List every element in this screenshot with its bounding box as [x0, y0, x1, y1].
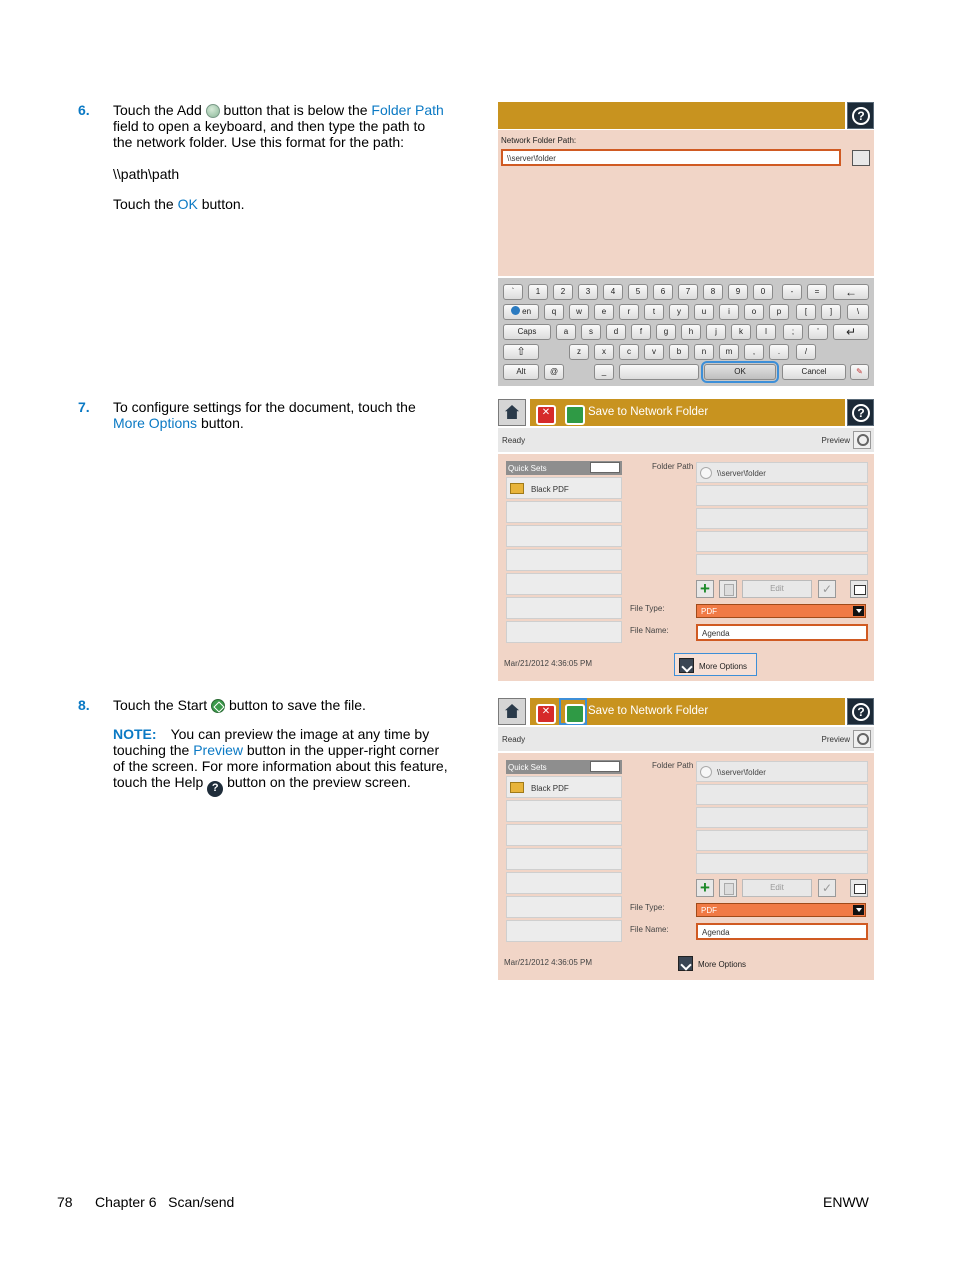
stop-button[interactable]: [530, 399, 558, 426]
key[interactable]: ;: [783, 324, 803, 340]
key[interactable]: z: [569, 344, 589, 360]
chapter-title: Chapter 6 Scan/send: [95, 1194, 235, 1210]
key[interactable]: o: [744, 304, 764, 320]
edit-button[interactable]: Edit: [742, 580, 812, 598]
key[interactable]: w: [569, 304, 589, 320]
key[interactable]: q: [544, 304, 564, 320]
key[interactable]: v: [644, 344, 664, 360]
file-name-input[interactable]: Agenda: [696, 923, 868, 940]
preview-label[interactable]: Preview: [821, 436, 850, 445]
key[interactable]: ': [808, 324, 828, 340]
list-item: [506, 800, 622, 822]
language-key[interactable]: en: [503, 304, 539, 320]
key[interactable]: s: [581, 324, 601, 340]
list-item: [506, 549, 622, 571]
field-label: Network Folder Path:: [501, 136, 577, 145]
key[interactable]: j: [706, 324, 726, 340]
start-icon: [211, 699, 225, 713]
radio-icon: [700, 467, 712, 479]
list-item: [506, 848, 622, 870]
datetime: Mar/21/2012 4:36:05 PM: [504, 659, 593, 668]
list-item: [696, 784, 868, 805]
keyboard-icon[interactable]: [852, 150, 870, 166]
step-6-ok-instruction: Touch the OK button.: [113, 196, 245, 212]
file-type-label: File Type:: [630, 604, 665, 613]
step-number: 8.: [78, 697, 90, 713]
key[interactable]: /: [796, 344, 816, 360]
step-8-instruction: Touch the Start button to save the file.: [113, 697, 366, 713]
key[interactable]: i: [719, 304, 739, 320]
list-item: [696, 485, 868, 506]
footer-right: ENWW: [823, 1194, 869, 1210]
sort-icon[interactable]: [590, 462, 620, 473]
ok-button[interactable]: OK: [704, 364, 776, 380]
radio-icon: [700, 766, 712, 778]
note: NOTE: You can preview the image at any time by touching the Preview button in the upper-right corner of the screen. For more information about this feature, touch the Help ? button on the preview screen.: [113, 726, 448, 797]
enter-key[interactable]: ↵: [833, 324, 869, 340]
key[interactable]: e: [594, 304, 614, 320]
ok-link[interactable]: OK: [177, 196, 198, 212]
list-item: [506, 501, 622, 523]
keyboard-screenshot: [498, 102, 874, 384]
file-name-label: File Name:: [630, 925, 669, 934]
backspace-key[interactable]: ←: [833, 284, 869, 300]
status-text: Ready: [502, 735, 526, 744]
file-name-label: File Name:: [630, 626, 669, 635]
key[interactable]: k: [731, 324, 751, 340]
list-item: [696, 830, 868, 851]
stop-button[interactable]: [530, 698, 558, 725]
confirm-button[interactable]: [818, 580, 836, 598]
key[interactable]: 6: [653, 284, 673, 300]
network-folder-path-input[interactable]: \\server\folder: [501, 149, 841, 166]
space-key[interactable]: [619, 364, 699, 380]
list-item: [506, 920, 622, 942]
preview-label[interactable]: Preview: [821, 735, 850, 744]
step-6-instruction: Touch the Add button that is below the Folder Path field to open a keyboard, and then type the path to the network folder. Use this format for the path:: [113, 102, 444, 150]
file-type-select[interactable]: PDF: [696, 604, 866, 618]
file-name-input[interactable]: Agenda: [696, 624, 868, 641]
settings-pane: [498, 454, 874, 681]
key[interactable]: a: [556, 324, 576, 340]
eraser-icon[interactable]: ✎: [850, 364, 869, 380]
folder-path-item[interactable]: \\server\folder: [696, 462, 868, 483]
key[interactable]: .: [769, 344, 789, 360]
key[interactable]: 4: [603, 284, 623, 300]
key[interactable]: 2: [553, 284, 573, 300]
key[interactable]: _: [594, 364, 614, 380]
preview-magnifier-icon[interactable]: [853, 431, 871, 449]
folder-icon: [510, 483, 524, 494]
key[interactable]: h: [681, 324, 701, 340]
list-item: [506, 597, 622, 619]
cancel-button[interactable]: Cancel: [782, 364, 846, 380]
help-icon: ?: [852, 404, 870, 422]
delete-folder-button[interactable]: [719, 879, 737, 897]
settings-pane: [498, 753, 874, 980]
screen-title: Save to Network Folder: [588, 406, 709, 418]
help-button[interactable]: [847, 698, 874, 725]
folder-path-item[interactable]: \\server\folder: [696, 761, 868, 782]
file-type-select[interactable]: PDF: [696, 903, 866, 917]
key[interactable]: t: [644, 304, 664, 320]
key[interactable]: ,: [744, 344, 764, 360]
datetime: Mar/21/2012 4:36:05 PM: [504, 958, 593, 967]
quick-set-item[interactable]: Black PDF: [506, 477, 622, 499]
shift-key[interactable]: ⇧: [503, 344, 539, 360]
help-icon: ?: [852, 703, 870, 721]
home-button[interactable]: [498, 399, 526, 426]
key[interactable]: 1: [528, 284, 548, 300]
chevron-down-icon: [853, 606, 864, 616]
send-screen-more-options: [498, 399, 874, 682]
key[interactable]: c: [619, 344, 639, 360]
folder-icon: [510, 782, 524, 793]
alt-key[interactable]: Alt: [503, 364, 539, 380]
more-options-button[interactable]: More Options: [674, 952, 757, 975]
help-icon: ?: [207, 781, 223, 797]
add-folder-button[interactable]: [696, 879, 714, 897]
list-item: [696, 508, 868, 529]
send-screen-start: [498, 698, 874, 980]
list-item: [506, 872, 622, 894]
title-bar: [498, 102, 845, 129]
list-item: [506, 896, 622, 918]
screen-title: Save to Network Folder: [588, 705, 709, 717]
step-number: 6.: [78, 102, 90, 118]
list-item: [696, 531, 868, 552]
key[interactable]: b: [669, 344, 689, 360]
chevron-down-icon: [679, 658, 694, 673]
key[interactable]: -: [782, 284, 802, 300]
caps-key[interactable]: Caps: [503, 324, 551, 340]
key[interactable]: 9: [728, 284, 748, 300]
key[interactable]: ]: [821, 304, 841, 320]
list-item: [506, 824, 622, 846]
step-7-instruction: To configure settings for the document, touch the More Options button.: [113, 399, 416, 431]
key[interactable]: y: [669, 304, 689, 320]
on-screen-keyboard: [498, 278, 874, 386]
add-icon: [206, 104, 220, 118]
keyboard-button[interactable]: [850, 580, 868, 598]
key[interactable]: u: [694, 304, 714, 320]
key[interactable]: p: [769, 304, 789, 320]
edit-button[interactable]: Edit: [742, 879, 812, 897]
key[interactable]: r: [619, 304, 639, 320]
status-row: [498, 727, 874, 751]
globe-icon: [511, 306, 520, 315]
folder-path-label: Folder Path: [652, 761, 694, 770]
folder-path-link[interactable]: Folder Path: [371, 102, 444, 118]
list-item: [506, 525, 622, 547]
path-format: \\path\path: [113, 166, 180, 182]
list-item: [696, 853, 868, 874]
key[interactable]: n: [694, 344, 714, 360]
key[interactable]: 8: [703, 284, 723, 300]
start-button[interactable]: [559, 399, 587, 426]
key[interactable]: 5: [628, 284, 648, 300]
key[interactable]: x: [594, 344, 614, 360]
keyboard-button[interactable]: [850, 879, 868, 897]
sort-icon[interactable]: [590, 761, 620, 772]
note-label: NOTE:: [113, 726, 157, 742]
key[interactable]: [: [796, 304, 816, 320]
chevron-down-icon: [678, 956, 693, 971]
step-number: 7.: [78, 399, 90, 415]
key[interactable]: 3: [578, 284, 598, 300]
list-item: [506, 573, 622, 595]
help-icon: ?: [852, 107, 870, 125]
more-options-link[interactable]: More Options: [113, 415, 198, 431]
status-row: [498, 428, 874, 452]
confirm-button[interactable]: [818, 879, 836, 897]
preview-magnifier-icon[interactable]: [853, 730, 871, 748]
input-pane: [498, 130, 874, 276]
page-number: 78: [57, 1194, 73, 1210]
start-button[interactable]: [559, 698, 587, 725]
delete-folder-button[interactable]: [719, 580, 737, 598]
preview-link[interactable]: Preview: [193, 742, 243, 758]
key[interactable]: l: [756, 324, 776, 340]
home-button[interactable]: [498, 698, 526, 725]
file-type-label: File Type:: [630, 903, 665, 912]
key[interactable]: d: [606, 324, 626, 340]
key[interactable]: m: [719, 344, 739, 360]
key[interactable]: @: [544, 364, 564, 380]
add-folder-button[interactable]: [696, 580, 714, 598]
status-text: Ready: [502, 436, 526, 445]
list-item: [696, 554, 868, 575]
key[interactable]: f: [631, 324, 651, 340]
key[interactable]: 0: [753, 284, 773, 300]
key[interactable]: g: [656, 324, 676, 340]
list-item: [506, 621, 622, 643]
more-options-button[interactable]: More Options: [674, 653, 757, 676]
quick-sets-header: Quick Sets: [506, 461, 622, 475]
quick-sets-header: Quick Sets: [506, 760, 622, 774]
key[interactable]: `: [503, 284, 523, 300]
folder-path-label: Folder Path: [652, 462, 694, 471]
quick-set-item[interactable]: Black PDF: [506, 776, 622, 798]
key[interactable]: \: [847, 304, 869, 320]
help-button[interactable]: [847, 102, 874, 129]
key[interactable]: 7: [678, 284, 698, 300]
list-item: [696, 807, 868, 828]
help-button[interactable]: [847, 399, 874, 426]
chevron-down-icon: [853, 905, 864, 915]
key[interactable]: =: [807, 284, 827, 300]
